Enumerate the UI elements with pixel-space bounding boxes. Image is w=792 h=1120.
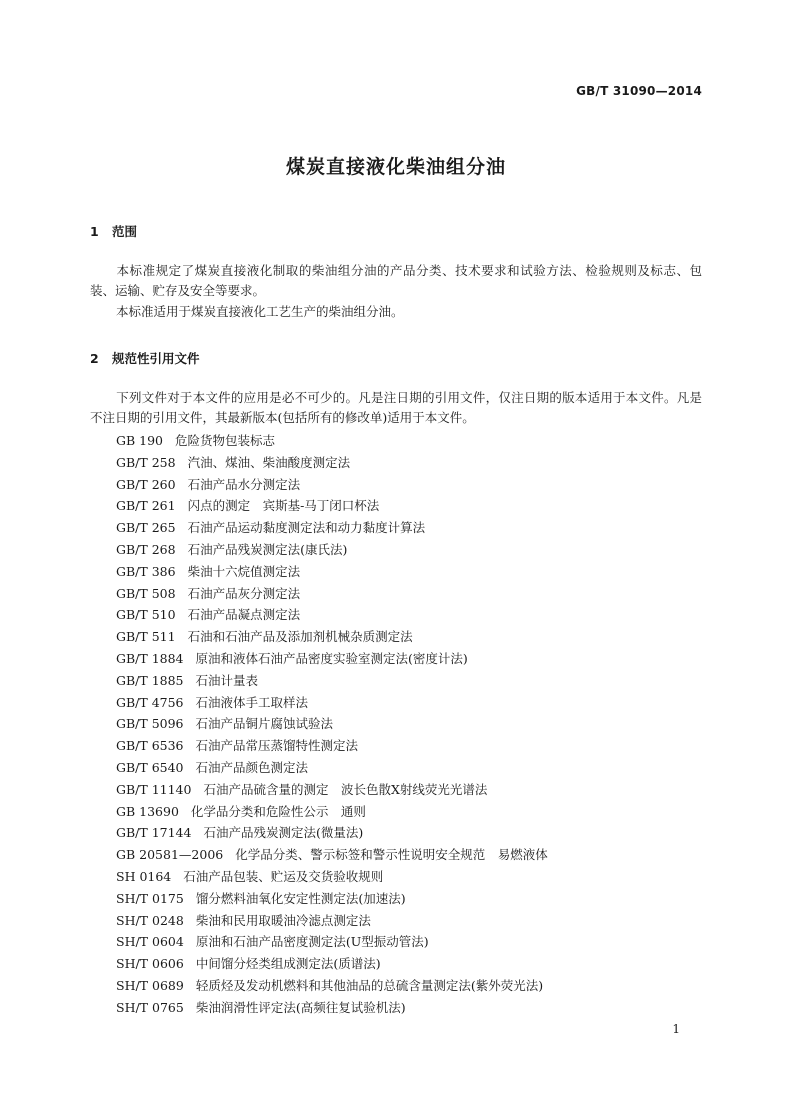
section-2-title: 规范性引用文件: [112, 351, 200, 366]
reference-code: GB/T 508: [116, 585, 176, 601]
reference-code: GB/T 386: [116, 563, 176, 579]
section-1-heading: [90, 222, 137, 240]
references-intro-paragraph: 下列文件对于本文件的应用是必不可少的。凡是注日期的引用文件，仅注日期的版本适用于本文件。凡是不注日期的引用文件，其最新版本(包括所有的修改单)适用于本文件。: [90, 390, 702, 425]
reference-title: 石油产品颜色测定法: [195, 759, 309, 775]
reference-item: [116, 735, 548, 757]
reference-title: 柴油和民用取暖油冷滤点测定法: [195, 912, 371, 928]
reference-code: SH/T 0765: [116, 999, 184, 1015]
page-number: 1: [672, 1022, 680, 1036]
scope-paragraph-1: 本标准规定了煤炭直接液化制取的柴油组分油的产品分类、技术要求和试验方法、检验规则及标志、包装、运输、贮存及安全等要求。: [90, 263, 702, 298]
reference-title: 石油产品残炭测定法(微量法): [203, 825, 364, 841]
reference-code: GB/T 17144: [116, 825, 192, 841]
reference-item: [116, 561, 548, 583]
reference-item: [116, 713, 548, 735]
reference-item: [116, 495, 548, 517]
scope-paragraph-2: 本标准适用于煤炭直接液化工艺生产的柴油组分油。: [116, 304, 404, 319]
reference-title: 石油产品硫含量的测定 波长色散X射线荧光光谱法: [203, 781, 488, 797]
reference-code: GB/T 511: [116, 629, 176, 645]
reference-title: 轻质烃及发动机燃料和其他油品的总硫含量测定法(紫外荧光法): [195, 977, 544, 993]
reference-title: 馏分燃料油氧化安定性测定法(加速法): [195, 890, 406, 906]
reference-item: [116, 931, 548, 953]
reference-title: 闪点的测定 宾斯基-马丁闭口杯法: [187, 498, 380, 514]
reference-item: [116, 539, 548, 561]
reference-item: [116, 779, 548, 801]
reference-item: [116, 822, 548, 844]
reference-title: 石油产品铜片腐蚀试验法: [195, 716, 334, 732]
reference-code: GB/T 1885: [116, 672, 184, 688]
reference-item: [116, 430, 548, 452]
reference-item: [116, 517, 548, 539]
reference-title: 石油产品残炭测定法(康氏法): [187, 541, 348, 557]
reference-title: 石油产品包装、贮运及交货验收规则: [183, 868, 384, 884]
reference-code: GB 20581—2006: [116, 847, 224, 863]
reference-title: 石油产品灰分测定法: [187, 585, 301, 601]
reference-code: SH/T 0606: [116, 956, 184, 972]
reference-code: SH/T 0604: [116, 934, 184, 950]
reference-code: GB/T 258: [116, 454, 176, 470]
reference-code: SH/T 0248: [116, 912, 184, 928]
reference-title: 石油产品水分测定法: [187, 476, 301, 492]
reference-item: [116, 452, 548, 474]
reference-code: GB 13690: [116, 803, 179, 819]
reference-title: 中间馏分烃类组成测定法(质谱法): [195, 956, 381, 972]
reference-item: [116, 910, 548, 932]
reference-item: [116, 474, 548, 496]
reference-code: GB/T 11140: [116, 781, 192, 797]
reference-item: [116, 604, 548, 626]
reference-item: [116, 670, 548, 692]
reference-code: SH/T 0689: [116, 977, 184, 993]
reference-title: 柴油十六烷值测定法: [187, 563, 301, 579]
reference-title: 石油液体手工取样法: [195, 694, 309, 710]
reference-item: [116, 866, 548, 888]
reference-title: 汽油、煤油、柴油酸度测定法: [187, 454, 351, 470]
reference-code: GB/T 6540: [116, 759, 184, 775]
section-2-heading: [90, 349, 200, 367]
reference-item: [116, 801, 548, 823]
reference-item: [116, 953, 548, 975]
reference-item: [116, 888, 548, 910]
reference-code: GB/T 510: [116, 607, 176, 623]
document-title: 煤炭直接液化柴油组分油: [285, 156, 506, 178]
reference-title: 石油产品常压蒸馏特性测定法: [195, 738, 359, 754]
reference-item: [116, 757, 548, 779]
reference-title: 石油产品运动黏度测定法和动力黏度计算法: [187, 520, 426, 536]
reference-title: 危险货物包装标志: [175, 433, 276, 448]
reference-title: 化学品分类、警示标签和警示性说明安全规范 易燃液体: [235, 847, 548, 863]
reference-title: 石油计量表: [195, 672, 259, 688]
reference-code: GB/T 265: [116, 520, 176, 536]
reference-code: GB/T 261: [116, 498, 176, 514]
reference-title: 石油和石油产品及添加剂机械杂质测定法: [187, 629, 413, 645]
reference-code: GB/T 4756: [116, 694, 184, 710]
reference-item: [116, 692, 548, 714]
reference-code: GB/T 1884: [116, 650, 184, 666]
reference-title: 原油和石油产品密度测定法(U型振动管法): [195, 934, 429, 950]
normative-references-list: [116, 430, 548, 1019]
section-2-number: 2: [90, 351, 99, 366]
reference-item: [116, 583, 548, 605]
reference-title: 石油产品凝点测定法: [187, 607, 301, 623]
reference-item: [116, 844, 548, 866]
section-1-number: 1: [90, 224, 99, 239]
reference-code: GB/T 268: [116, 541, 176, 557]
reference-title: 柴油润滑性评定法(高频往复试验机法): [195, 999, 406, 1015]
section-1-title: 范围: [112, 224, 138, 239]
reference-item: [116, 997, 548, 1019]
reference-code: GB/T 5096: [116, 716, 184, 732]
reference-code: GB/T 260: [116, 476, 176, 492]
reference-code: SH 0164: [116, 868, 172, 884]
reference-code: GB/T 6536: [116, 738, 184, 754]
reference-item: [116, 626, 548, 648]
standard-code: GB/T 31090—2014: [576, 84, 702, 98]
reference-title: 化学品分类和危险性公示 通则: [190, 803, 366, 819]
reference-code: SH/T 0175: [116, 890, 184, 906]
reference-item: [116, 648, 548, 670]
reference-code: GB 190: [116, 433, 164, 448]
reference-title: 原油和液体石油产品密度实验室测定法(密度计法): [195, 650, 468, 666]
reference-item: [116, 975, 548, 997]
